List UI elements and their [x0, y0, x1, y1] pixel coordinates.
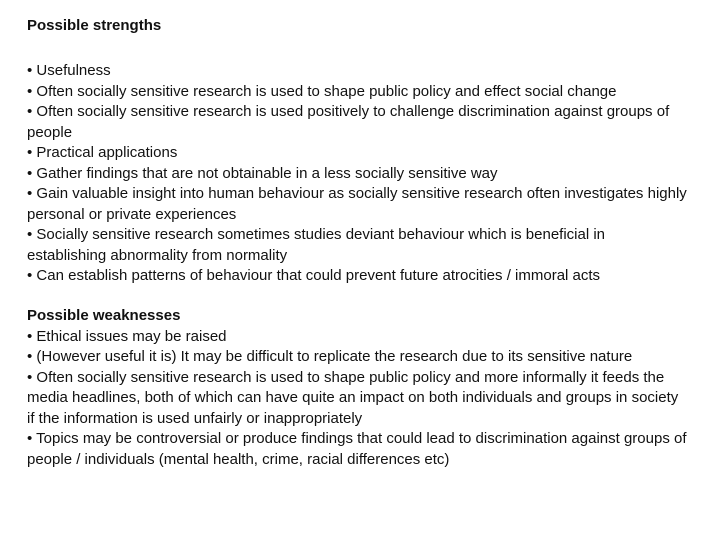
- weakness-item: • Often socially sensitive research is used to shape public policy and more informally it feeds the media headlines, both of which can have quite an impact on both individuals and groups in society if the information is used unfairly or inappropriately: [27, 368, 679, 427]
- strength-item: • Usefulness: [27, 62, 111, 79]
- strength-item: • Gain valuable insight into human behaviour as socially sensitive research often investigates highly personal or private experiences: [27, 185, 687, 223]
- weakness-item: • (However useful it is) It may be difficult to replicate the research due to its sensitive nature: [27, 348, 633, 365]
- strength-item: • Practical applications: [27, 144, 178, 161]
- strength-item: • Can establish patterns of behaviour that could prevent future atrocities / immoral acts: [27, 267, 601, 284]
- strengths-heading: Possible strengths: [27, 17, 162, 34]
- weakness-item: • Topics may be controversial or produce findings that could lead to discrimination against groups of people / individuals (mental health, crime, racial differences etc): [27, 430, 687, 468]
- strength-item: • Gather findings that are not obtainable in a less socially sensitive way: [27, 164, 498, 182]
- weaknesses-heading: Possible weaknesses: [27, 307, 181, 324]
- strength-item: • Often socially sensitive research is used positively to challenge discrimination against groups of people: [27, 103, 670, 141]
- weakness-item: • Ethical issues may be raised: [27, 327, 227, 345]
- strength-item: • Socially sensitive research sometimes studies deviant behaviour which is beneficial in establishing abnormality from normality: [27, 226, 606, 264]
- strengths-list: [27, 61, 687, 287]
- weaknesses-list: [27, 306, 687, 470]
- strength-item: • Often socially sensitive research is used to shape public policy and effect social change: [27, 82, 617, 100]
